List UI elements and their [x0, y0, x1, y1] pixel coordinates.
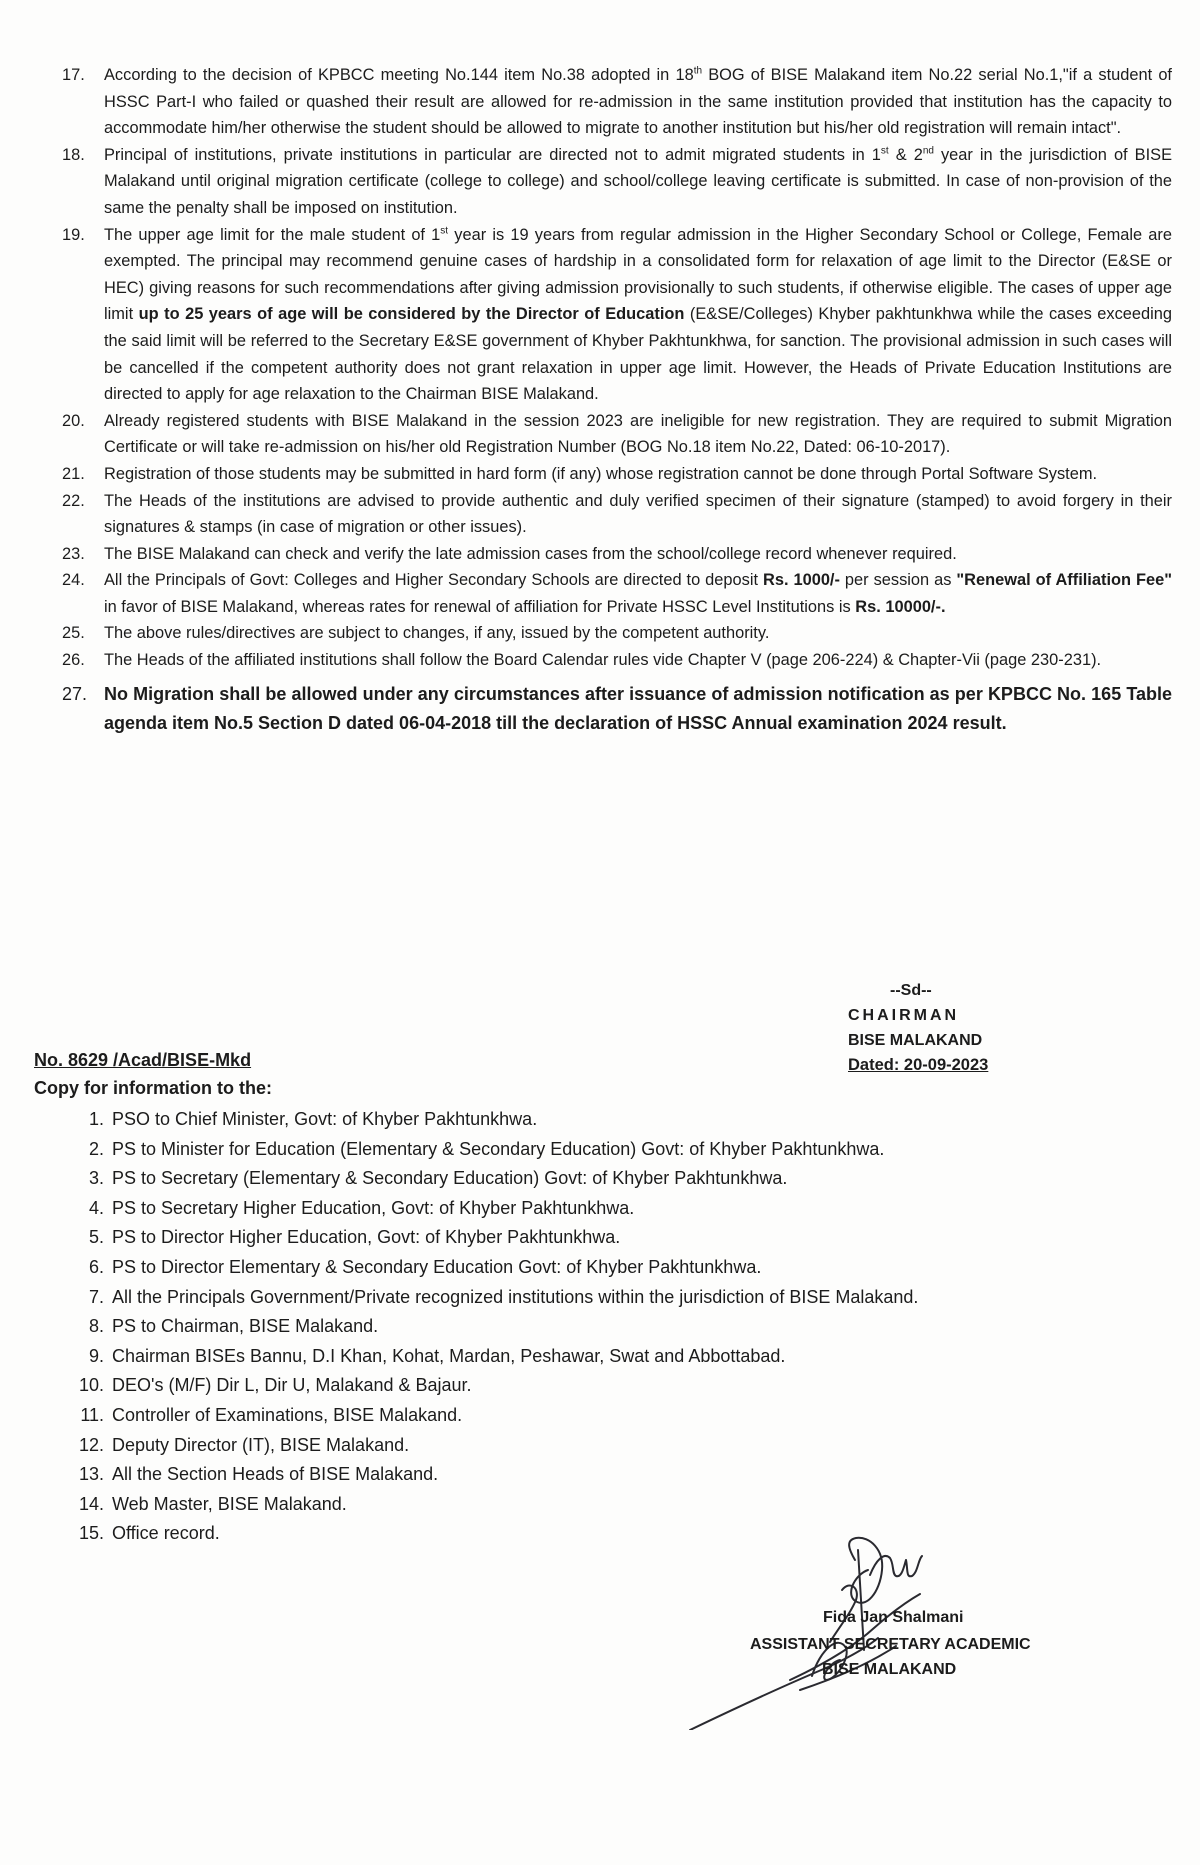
list-item — [66, 1105, 1066, 1135]
copy-list — [66, 1105, 1066, 1549]
rule-text: The BISE Malakand can check and verify the late admission cases from the school/college record whenever required. — [104, 544, 957, 563]
list-number: 5. — [88, 1227, 104, 1248]
handwritten-signature — [670, 1530, 1090, 1730]
list-text: Deputy Director (IT), BISE Malakand. — [112, 1434, 410, 1455]
signature-block — [670, 1530, 1090, 1730]
rule-number: 22. — [62, 491, 85, 510]
rule-item-18 — [62, 142, 1172, 222]
rule-text-part: (E&SE/Colleges) Khyber pakhtunkhwa while the cases exceeding the said limit will be referred to the Secretary E&SE government of Khyber Pakhtunkhwa, for sanction. The provisional admission in such cases will be cancelled if the competent authority does not grant relaxation in upper age limit. However, the Heads of Private Education Institutions are directed to apply for age relaxation to the Chairman BISE Malakand. — [104, 305, 1173, 404]
list-number: 10. — [78, 1375, 104, 1396]
rule-text — [104, 567, 1172, 620]
list-item — [66, 1283, 1066, 1313]
fee-amount-private: Rs. 10000/-. — [855, 597, 946, 616]
rule-item-21 — [62, 461, 1172, 488]
list-number: 8. — [88, 1316, 104, 1337]
list-item — [66, 1342, 1066, 1372]
list-text: PS to Minister for Education (Elementary & Secondary Education) Govt: of Khyber Pakhtunkhwa. — [112, 1138, 885, 1159]
list-item — [66, 1164, 1066, 1194]
list-number: 3. — [88, 1168, 104, 1189]
list-text: PSO to Chief Minister, Govt: of Khyber Pakhtunkhwa. — [112, 1109, 538, 1129]
rule-text-part: per session as — [839, 571, 957, 590]
rule-text: The Heads of the institutions are advised to provide authentic and duly verified specimen of their signature (stamped) to avoid forgery in their signatures & stamps (in case of migration or other issues). — [104, 491, 1172, 537]
rule-text: According to the decision of KPBCC meeting No.144 item No.38 adopted in 18th BOG of BISE Malakand item No.22 serial No.1,"if a student of HSSC Part-I who failed or quashed their result are allowed for re-admission in the same institution provided that institution has the capacity to accommodate him/her otherwise the student should be allowed to migrate to another institution but his/her old registration will remain intact". — [104, 65, 1172, 138]
list-item — [66, 1194, 1066, 1224]
rule-text: Already registered students with BISE Malakand in the session 2023 are ineligible for new registration. They are required to submit Migration Certificate or will take re-admission on his/her old Registration Number (BOG No.18 item No.22, Dated: 06-10-2017). — [104, 411, 1172, 457]
list-text: DEO's (M/F) Dir L, Dir U, Malakand & Bajaur. — [112, 1375, 472, 1396]
rule-text — [104, 222, 1172, 408]
fee-label: "Renewal of Affiliation Fee" — [956, 571, 1172, 590]
list-text: Chairman BISEs Bannu, D.I Khan, Kohat, Mardan, Peshawar, Swat and Abbottabad. — [112, 1345, 786, 1366]
signatory-name: Fida Jan Shalmani — [823, 1609, 964, 1626]
list-text: PS to Secretary (Elementary & Secondary Education) Govt: of Khyber Pakhtunkhwa. — [112, 1168, 788, 1189]
rule-number: 23. — [62, 544, 85, 563]
fee-amount-govt: Rs. 1000/- — [763, 571, 840, 590]
list-item — [66, 1431, 1066, 1461]
list-text: PS to Chairman, BISE Malakand. — [112, 1316, 379, 1337]
rule-text-part: The upper age limit for the male student of 1st year is 19 years from regular admission in the Higher Secondary School or College, Female are exempted. The principal may recommend genuine cases of hardship in a consolidated form for relaxation of age limit to the Director (E&SE or HEC) giving reasons for such recommendations after giving admission provisionally to such students, if otherwise eligible. The cases of upper age limit — [104, 225, 1173, 324]
list-item — [66, 1135, 1066, 1165]
rule-text: Registration of those students may be submitted in hard form (if any) whose registration cannot be done through Portal Software System. — [104, 464, 1098, 483]
rule-number: 21. — [62, 464, 85, 483]
rule-number: 18. — [62, 145, 85, 164]
signed-mark: --Sd-- — [890, 982, 932, 999]
list-text: Controller of Examinations, BISE Malakand. — [112, 1404, 463, 1425]
rule-item-27 — [62, 680, 1172, 738]
reference-number: No. 8629 /Acad/BISE-Mkd — [34, 1050, 252, 1070]
rule-text-bold: up to 25 years of age will be considered by the Director of Education — [138, 305, 685, 324]
list-item — [66, 1371, 1066, 1401]
rule-text: The Heads of the affiliated institutions shall follow the Board Calendar rules vide Chapter V (page 206-224) & Chapter-Vii (page 230-231). — [104, 651, 1102, 670]
list-text: PS to Director Elementary & Secondary Education Govt: of Khyber Pakhtunkhwa. — [112, 1256, 762, 1277]
rule-text-part: in favor of BISE Malakand, whereas rates for renewal of affiliation for Private HSSC Level Institutions is — [104, 597, 856, 616]
list-number: 7. — [88, 1286, 104, 1307]
list-number: 6. — [88, 1256, 104, 1277]
rule-text: No Migration shall be allowed under any circumstances after issuance of admission notification as per KPBCC No. 165 Table agenda item No.5 Section D dated 06-04-2018 till the declaration of HSSC Annual examination 2024 result. — [104, 683, 1172, 733]
list-text: All the Principals Government/Private recognized institutions within the jurisdiction of BISE Malakand. — [112, 1286, 919, 1307]
list-number: 14. — [78, 1493, 104, 1514]
chairman-block — [848, 978, 1068, 1078]
list-item — [66, 1460, 1066, 1490]
list-item — [66, 1401, 1066, 1431]
rule-item-23 — [62, 541, 1172, 568]
rule-text-part: All the Principals of Govt: Colleges and Higher Secondary Schools are directed to deposit — [104, 571, 763, 590]
signatory-org: BISE MALAKAND — [822, 1661, 957, 1678]
signatory-designation: ASSISTANT SECRETARY ACADEMIC — [750, 1636, 1031, 1653]
list-text: All the Section Heads of BISE Malakand. — [112, 1464, 439, 1485]
rule-item-20 — [62, 408, 1172, 461]
copy-heading: Copy for information to the: — [34, 1078, 272, 1098]
list-text: Office record. — [112, 1523, 220, 1544]
rule-item-17 — [62, 62, 1172, 142]
list-number: 1. — [88, 1109, 104, 1129]
list-text: PS to Director Higher Education, Govt: of Khyber Pakhtunkhwa. — [112, 1227, 621, 1248]
rule-number: 17. — [62, 66, 85, 84]
list-number: 12. — [78, 1434, 104, 1455]
list-number: 9. — [88, 1345, 104, 1366]
list-item — [66, 1312, 1066, 1342]
rule-item-24 — [62, 567, 1172, 620]
rule-item-25 — [62, 620, 1172, 647]
rule-item-22 — [62, 488, 1172, 541]
rule-item-26 — [62, 647, 1172, 674]
list-text: Web Master, BISE Malakand. — [112, 1493, 347, 1514]
rule-number: 27. — [62, 683, 88, 704]
rule-item-19 — [62, 222, 1172, 408]
list-item — [66, 1253, 1066, 1283]
issue-date: Dated: 20-09-2023 — [848, 1056, 989, 1074]
rule-number: 19. — [62, 225, 85, 244]
rule-text: Principal of institutions, private institutions in particular are directed not to admit migrated students in 1st & 2nd year in the jurisdiction of BISE Malakand until original migration certificate (college to college) and school/college leaving certificate is submitted. In case of non-provision of the same the penalty shall be imposed on institution. — [104, 145, 1172, 217]
rule-number: 20. — [62, 411, 85, 430]
chairman-title: CHAIRMAN — [848, 1007, 960, 1024]
list-number: 13. — [78, 1464, 104, 1485]
list-item — [66, 1490, 1066, 1520]
rule-number: 26. — [62, 651, 85, 670]
list-number: 15. — [78, 1523, 104, 1544]
list-item — [66, 1223, 1066, 1253]
list-number: 2. — [88, 1138, 104, 1159]
rule-number: 24. — [62, 571, 85, 590]
rules-list — [62, 62, 1172, 738]
list-number: 4. — [88, 1197, 104, 1218]
rule-number: 25. — [62, 624, 85, 643]
chairman-org: BISE MALAKAND — [848, 1032, 983, 1049]
list-text: PS to Secretary Higher Education, Govt: of Khyber Pakhtunkhwa. — [112, 1197, 635, 1218]
list-number: 11. — [80, 1404, 104, 1425]
rule-text: The above rules/directives are subject to changes, if any, issued by the competent authority. — [104, 624, 770, 643]
